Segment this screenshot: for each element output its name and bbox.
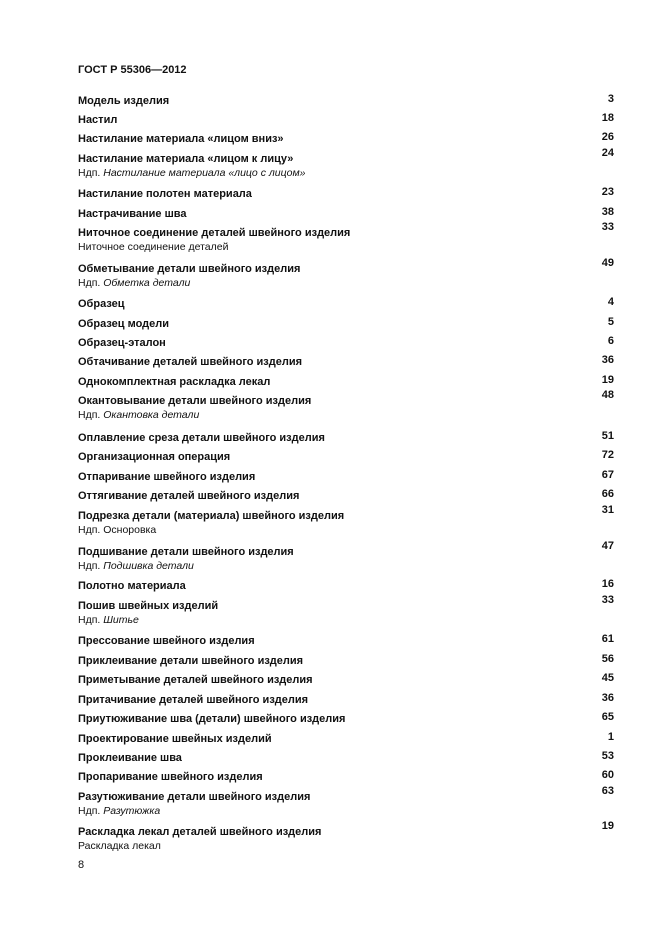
index-page-number: 47 xyxy=(601,540,614,552)
index-entry xyxy=(78,730,614,745)
index-entry xyxy=(78,504,614,537)
deprecated-prefix: Ндп. xyxy=(78,167,101,179)
index-subline xyxy=(78,240,614,254)
index-term: Раскладка лекал деталей швейного изделия xyxy=(78,826,322,838)
index-entry xyxy=(78,221,614,254)
index-term: Пропаривание швейного изделия xyxy=(78,771,263,783)
deprecated-prefix: Ндп. xyxy=(78,614,101,626)
index-page-number: 1 xyxy=(607,731,614,743)
index-term: Прессование швейного изделия xyxy=(78,635,255,647)
index-entry xyxy=(78,820,614,853)
deprecated-prefix: Ндп. xyxy=(78,277,101,289)
index-term: Оплавление среза детали швейного изделия xyxy=(78,432,325,444)
index-entry xyxy=(78,785,614,818)
index-entry xyxy=(78,671,614,686)
index-entry xyxy=(78,334,614,349)
index-page-number: 67 xyxy=(601,469,614,481)
index-entry xyxy=(78,92,614,107)
deprecated-term: Шитье xyxy=(103,614,139,626)
index-entry xyxy=(78,594,614,627)
index-entry xyxy=(78,315,614,330)
index-entry xyxy=(78,632,614,647)
index-subline xyxy=(78,613,614,627)
index-entry xyxy=(78,577,614,592)
index-entry xyxy=(78,652,614,667)
deprecated-term: Окантовка детали xyxy=(103,409,200,421)
index-subline xyxy=(78,523,614,537)
index-entry xyxy=(78,749,614,764)
index-entry xyxy=(78,257,614,290)
index-entry xyxy=(78,130,614,145)
index-term: Отпаривание швейного изделия xyxy=(78,471,256,483)
deprecated-prefix: Ндп. xyxy=(78,409,101,421)
index-page-number: 16 xyxy=(601,578,614,590)
index-term: Притачивание деталей швейного изделия xyxy=(78,694,309,706)
index-entry xyxy=(78,295,614,310)
index-subline xyxy=(78,166,614,180)
deprecated-prefix: Ндп. xyxy=(78,805,101,817)
index-term: Подрезка детали (материала) швейного изделия xyxy=(78,510,345,522)
index-entry xyxy=(78,768,614,783)
index-term: Настилание полотен материала xyxy=(78,188,252,200)
index-term: Настил xyxy=(78,114,118,126)
index-page-number: 48 xyxy=(601,389,614,401)
index-page-number: 56 xyxy=(601,653,614,665)
index-term: Обметывание детали швейного изделия xyxy=(78,263,301,275)
deprecated-term: Разутюжка xyxy=(103,805,161,817)
index-entry xyxy=(78,353,614,368)
index-entry xyxy=(78,111,614,126)
index-term: Проклеивание шва xyxy=(78,752,182,764)
index-page-number: 36 xyxy=(601,692,614,704)
index-entry xyxy=(78,710,614,725)
index-entry xyxy=(78,205,614,220)
index-page-number: 31 xyxy=(601,504,614,516)
index-term: Однокомплектная раскладка лекал xyxy=(78,376,271,388)
index-page-number: 6 xyxy=(607,335,614,347)
index-entry xyxy=(78,147,614,180)
page-number: 8 xyxy=(78,859,85,871)
index-entry xyxy=(78,373,614,388)
index-page-number: 4 xyxy=(607,296,614,308)
index-page-number: 51 xyxy=(601,430,614,442)
index-page-number: 24 xyxy=(601,147,614,159)
index-page-number: 3 xyxy=(607,93,614,105)
index-page-number: 49 xyxy=(601,257,614,269)
index-entry xyxy=(78,185,614,200)
index-page-number: 53 xyxy=(601,750,614,762)
index-term: Пошив швейных изделий xyxy=(78,600,219,612)
index-page-number: 19 xyxy=(601,374,614,386)
index-page-number: 19 xyxy=(601,820,614,832)
index-entry xyxy=(78,691,614,706)
index-subline xyxy=(78,804,614,818)
index-term: Проектирование швейных изделий xyxy=(78,733,272,745)
index-term: Приклеивание детали швейного изделия xyxy=(78,655,304,667)
index-page-number: 33 xyxy=(601,594,614,606)
deprecated-prefix: Ндп. xyxy=(78,560,101,572)
index-page-number: 65 xyxy=(601,711,614,723)
index-page-number: 33 xyxy=(601,221,614,233)
index-term: Приутюживание шва (детали) швейного изделия xyxy=(78,713,346,725)
index-term: Настилание материала «лицом к лицу» xyxy=(78,153,294,165)
index-page-number: 26 xyxy=(601,131,614,143)
index-subline xyxy=(78,559,614,573)
index-entry xyxy=(78,429,614,444)
document-header: ГОСТ Р 55306—2012 xyxy=(78,64,187,76)
index-term: Окантовывание детали швейного изделия xyxy=(78,395,312,407)
index-entry xyxy=(78,487,614,502)
index-term: Обтачивание деталей швейного изделия xyxy=(78,356,303,368)
synonym-term: Раскладка лекал xyxy=(78,840,161,852)
index-subline xyxy=(78,408,614,422)
index-page-number: 60 xyxy=(601,769,614,781)
deprecated-term: Подшивка детали xyxy=(103,560,194,572)
index-page-number: 38 xyxy=(601,206,614,218)
index-page-number: 45 xyxy=(601,672,614,684)
index-page-number: 63 xyxy=(601,785,614,797)
index-page-number: 66 xyxy=(601,488,614,500)
index-term: Разутюживание детали швейного изделия xyxy=(78,791,311,803)
index-term: Организационная операция xyxy=(78,451,231,463)
index-term: Подшивание детали швейного изделия xyxy=(78,546,294,558)
index-page-number: 5 xyxy=(607,316,614,328)
deprecated-term: Настилание материала «лицо с лицом» xyxy=(103,167,306,179)
index-entry xyxy=(78,468,614,483)
deprecated-term: Обметка детали xyxy=(103,277,191,289)
index-term: Полотно материала xyxy=(78,580,186,592)
index-term: Настилание материала «лицом вниз» xyxy=(78,133,284,145)
index-page-number: 36 xyxy=(601,354,614,366)
index-term: Образец xyxy=(78,298,125,310)
index-term: Ниточное соединение деталей швейного изделия xyxy=(78,227,351,239)
index-term: Образец-эталон xyxy=(78,337,166,349)
index-page-number: 72 xyxy=(601,449,614,461)
index-subline xyxy=(78,839,614,853)
index-term: Оттягивание деталей швейного изделия xyxy=(78,490,300,502)
index-entry xyxy=(78,540,614,573)
index-subline xyxy=(78,276,614,290)
deprecated-prefix: Ндп. xyxy=(78,524,101,536)
index-entry xyxy=(78,389,614,422)
synonym-term: Ниточное соединение деталей xyxy=(78,241,229,253)
deprecated-term: Осноровка xyxy=(103,524,157,536)
index-term: Модель изделия xyxy=(78,95,170,107)
index-term: Приметывание деталей швейного изделия xyxy=(78,674,313,686)
index-page-number: 23 xyxy=(601,186,614,198)
index-page-number: 18 xyxy=(601,112,614,124)
index-term: Образец модели xyxy=(78,318,169,330)
index-term: Настрачивание шва xyxy=(78,208,187,220)
index-entry xyxy=(78,448,614,463)
index-page-number: 61 xyxy=(601,633,614,645)
